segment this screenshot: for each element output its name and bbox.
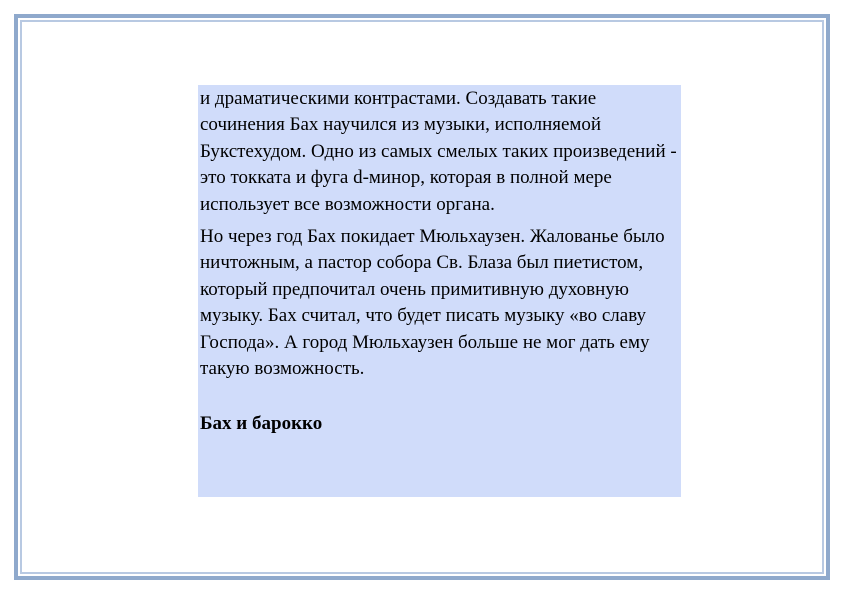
paragraph-2: Но через год Бах покидает Мюльхаузен. Жалованье было ничтожным, а пастор собора Св. Блаза был пиетистом, который предпочитал очень примитивную духовную музыку. Бах считал, что будет писать музыку «во славу Господа». А город Мюльхаузен больше не мог дать ему такую возможность. bbox=[200, 226, 665, 380]
section-heading: Бах и барокко bbox=[200, 413, 323, 435]
paragraph-1: и драматическими контрастами. Создавать такие сочинения Бах научился из музыки, исполняемой Букстехудом. Одно из самых смелых таких произведений - это токката и фуга d-минор, которая в полной мере использует все возможности органа. bbox=[200, 88, 677, 215]
text-box bbox=[198, 85, 681, 497]
